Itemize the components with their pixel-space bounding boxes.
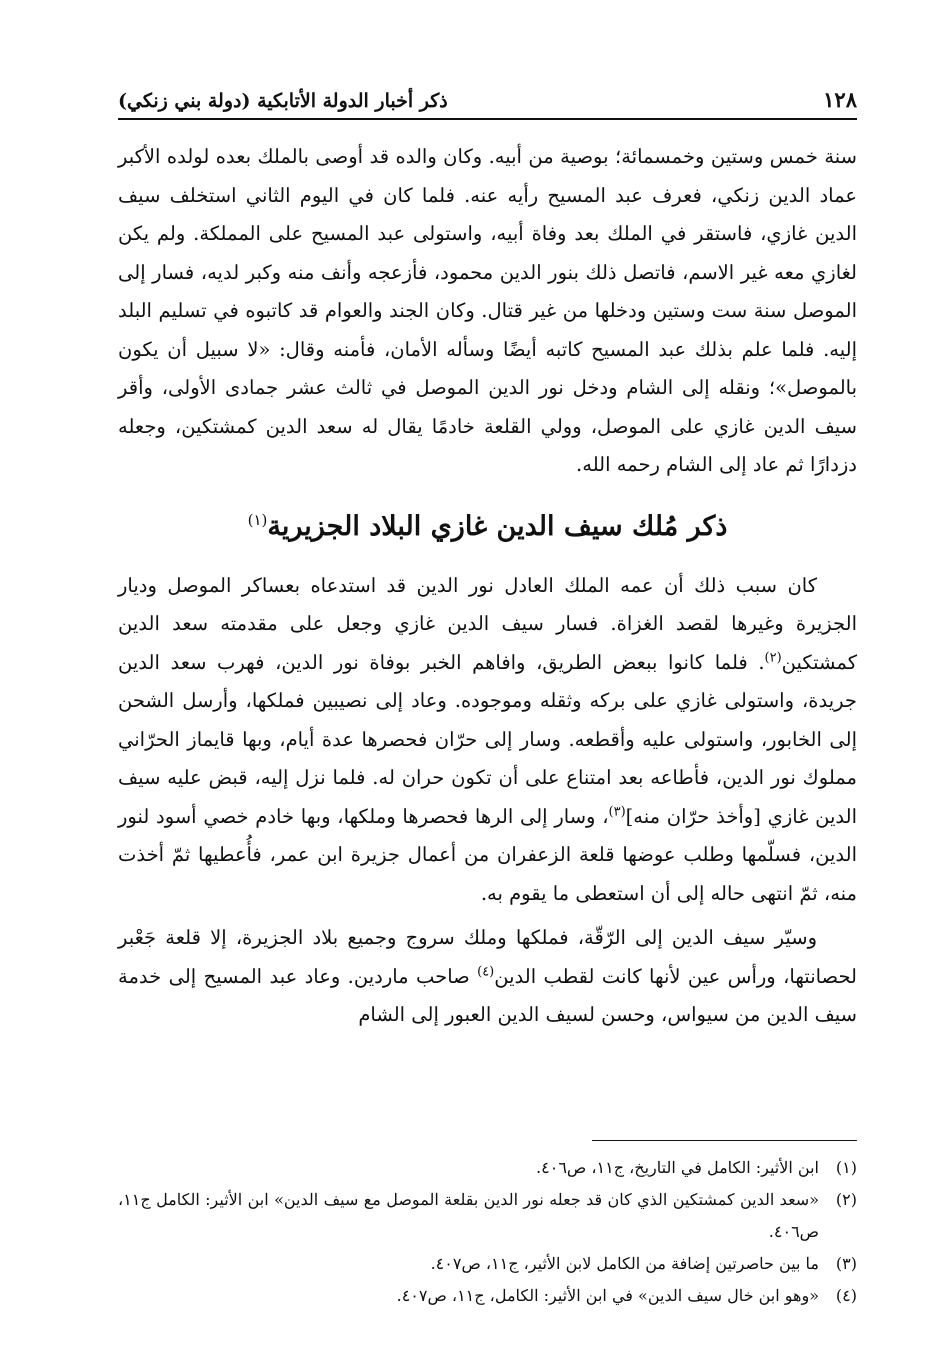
footnote-text: «وهو ابن خال سيف الدين» في ابن الأثير: الكامل، ج١١، ص٤٠٧. — [396, 1286, 819, 1305]
footnote-rule — [592, 1140, 857, 1141]
section-paragraph-2-part2: صاحب ماردين. وعاد عبد المسيح إلى خدمة سيف الدين من سيواس، وحسن لسيف الدين العبور إلى الشام — [118, 964, 857, 1026]
footnote-item — [118, 1152, 857, 1184]
section-heading — [118, 507, 857, 547]
footnote-ref-2: (٢) — [764, 650, 782, 665]
footnotes — [118, 1152, 857, 1312]
page-number: ١٢٨ — [823, 87, 857, 112]
section-paragraph-2-part1: وسيّر سيف الدين إلى الرّقّة، فملكها وملك سروج وجميع بلاد الجزيرة، إلا قلعة جَعْبر لحصانتها، ورأس عين لأنها كانت لقطب الدين — [118, 926, 858, 988]
footnote-item — [118, 1248, 857, 1280]
footnote-item — [118, 1184, 857, 1248]
section-paragraph-1 — [118, 567, 857, 914]
footnote-number: (٣) — [835, 1254, 857, 1273]
section-paragraph-1-part1: كان سبب ذلك أن عمه الملك العادل نور الدين قد استدعاه بعساكر الموصل وديار الجزيرة وغيرها لقصد الغزاة. فسار سيف الدين غازي وجعل على مقدمته سعد الدين كمشتكين — [118, 573, 857, 674]
footnote-text: «سعد الدين كمشتكين الذي كان قد جعله نور الدين بقلعة الموصل مع سيف الدين» ابن الأثير: الكامل ج١١، ص٤٠٦. — [118, 1190, 819, 1241]
footnote-ref-1: (١) — [247, 510, 268, 529]
paragraph-continuation: سنة خمس وستين وخمسمائة؛ بوصية من أبيه. وكان والده قد أوصى بالملك بعده لولده الأكبر عماد الدين زنكي، فعرف عبد المسيح رأيه عنه. فلما كان في اليوم الثاني استخلف سيف الدين غازي، فاستقر في الملك بعد وفاة أبيه، واستولى عبد المسيح على المملكة. ولم يكن لغازي معه غير الاسم، فاتصل ذلك بنور الدين محمود، فأزعجه وأنف منه وكبر لديه، فسار إلى الموصل سنة ست وستين ودخلها من غير قتال. وكان الجند والعوام قد كاتبوه في تسليم البلد إليه. فلما علم بذلك عبد المسيح كاتبه أيضًا وسأله الأمان، فأمنه وقال: «لا سبيل أن يكون بالموصل»؛ ونقله إلى الشام ودخل نور الدين الموصل في ثالث عشر جمادى الأولى، وأقر سيف الدين غازي على الموصل، وولي القلعة خادمًا يقال له سعد الدين كمشتكين، وجعله دزدارًا ثم عاد إلى الشام رحمه الله. — [118, 145, 857, 476]
footnote-text: ما بين حاصرتين إضافة من الكامل لابن الأثير، ج١١، ص٤٠٧. — [430, 1254, 819, 1273]
section-paragraph-1-part3: ، وسار إلى الرها فحصرها وملكها، وبها خادم خصي أسود لنور الدين، فسلّمها وطلب عوضها قلعة الزعفران من أعمال جزيرة ابن عمر، فأُعطيها ثمّ أخذت منه، ثمّ انتهى حاله إلى أن استعطى ما يقوم به. — [118, 804, 857, 905]
main-text — [118, 138, 857, 1035]
footnote-ref-4: (٤) — [477, 964, 495, 979]
footnote-ref-3: (٣) — [608, 804, 626, 819]
footnote-number: (١) — [835, 1158, 857, 1177]
section-paragraph-2 — [118, 919, 857, 1035]
footnote-number: (٤) — [835, 1286, 857, 1305]
header-rule — [118, 118, 857, 120]
footnote-number: (٢) — [835, 1190, 857, 1209]
section-heading-text: ذكر مُلك سيف الدين غازي البلاد الجزيرية — [267, 510, 728, 542]
running-header — [118, 72, 857, 112]
footnote-item — [118, 1280, 857, 1312]
section-paragraph-1-part2: . فلما كانوا ببعض الطريق، وافاهم الخبر بوفاة نور الدين، فهرب سعد الدين جريدة، واستولى غازي على بركه وثقله وموجوده. وعاد إلى نصيبين فملكها، وأرسل الشحن إلى الخابور، واستولى عليه وأقطعه. وسار إلى حرّان فحصرها عدة أيام، وبها قايماز الحرّاني مملوك نور الدين، فأطاعه بعد امتناع على أن تكون حران له. فلما نزل إليه، قبض عليه سيف الدين غازي [وأخذ حرّان منه] — [118, 650, 857, 828]
running-title: ذكر أخبار الدولة الأتابكية (دولة بني زنكي) — [118, 90, 448, 112]
footnote-text: ابن الأثير: الكامل في التاريخ، ج١١، ص٤٠٦. — [536, 1158, 819, 1177]
